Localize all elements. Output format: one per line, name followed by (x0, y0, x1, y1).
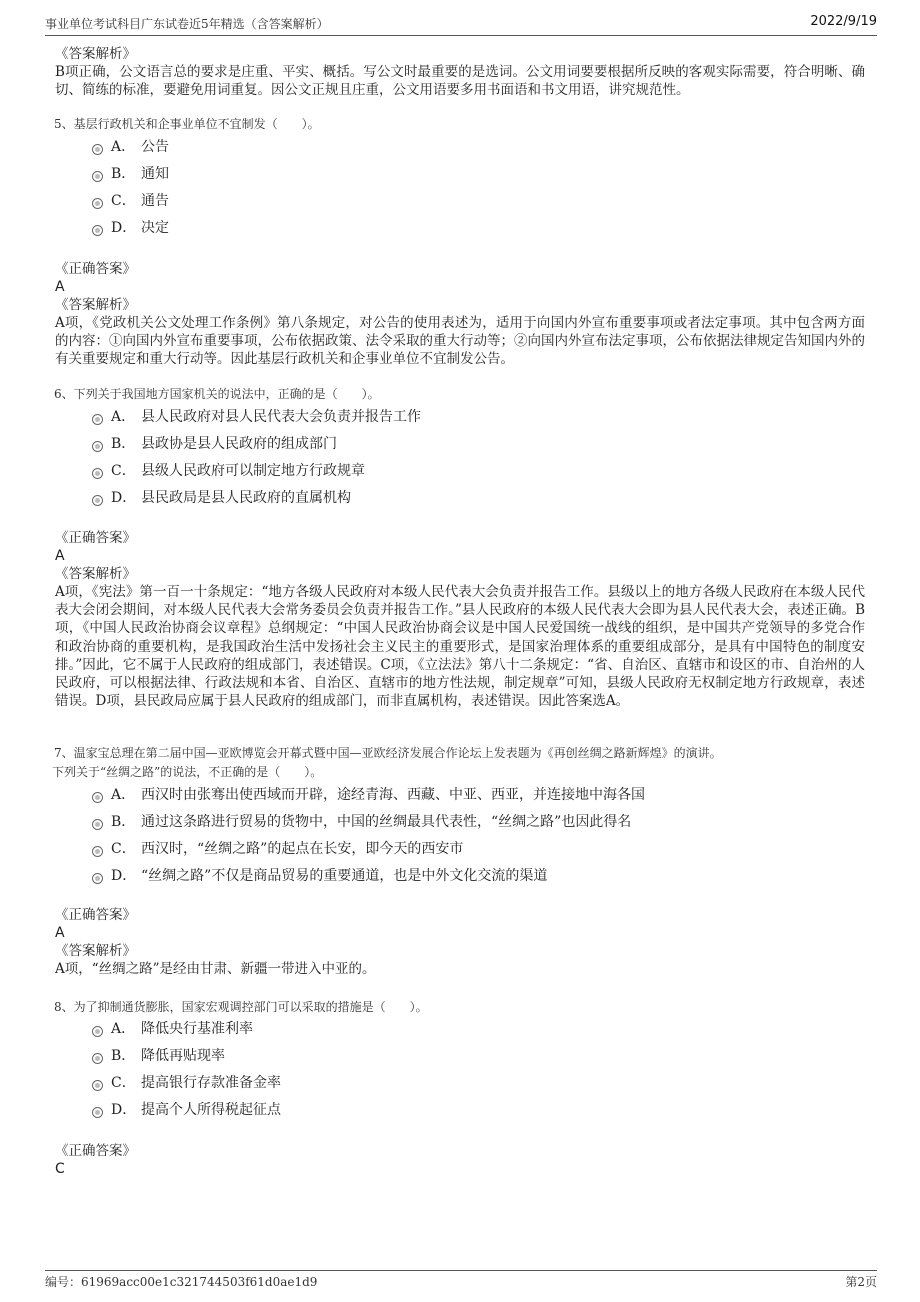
q7-answer-block (55, 906, 865, 978)
q4-analysis-block (55, 45, 865, 99)
q5-option-a[interactable]: A． 公告 (92, 136, 169, 156)
q6-option-a[interactable]: A． 县人民政府对县人民代表大会负责并报告工作 (92, 406, 421, 426)
analysis-text: B项正确，公文语言总的要求是庄重、平实、概括。写公文时最重要的是选词。公文用词要要根据所反映的客观实际需要，符合明晰、确切、简练的标准，要避免用词重复。因公文正规且庄重，公文用语要多用书面语和书文用语，讲究规范性。 (55, 64, 865, 99)
question-6-stem: 6、下列关于我国地方国家机关的说法中，正确的是（ ）。 (54, 387, 380, 401)
document-code: 编号：61969acc00e1c321744503f61d0ae1d9 (45, 1275, 318, 1289)
radio-icon[interactable] (92, 414, 103, 425)
analysis-text: A项，《宪法》第一百一十条规定：“地方各级人民政府对本级人民代表大会负责并报告工作。县级以上的地方各级人民政府在本级人民代表大会闭会期间，对本级人民代表大会常务委员会负责并报告工作。”县人民政府的本级人民代表大会即为县人民代表大会，表述正确。B项，《中国人民政治协商会议章程》总纲规定：“中国人民政治协商会议是中国人民爱国统一战线的组织，是中国共产党领导的多党合作和政治协商的重要机构，是我国政治生活中发扬社会主义民主的重要形式，是国家治理体系的重要组成部分，是具有中国特色的制度安排。”因此，它不属于人民政府的组成部门，表述错误。C项，《立法法》第八十二条规定：“省、自治区、直辖市和设区的市、自治州的人民政府，可以根据法律、行政法规和本省、自治区、直辖市的地方性法规，制定规章”可知，县级人民政府无权制定地方行政规章，表述错误。D项，县民政局应属于县人民政府的组成部门，而非直属机构，表述错误。因此答案选A。 (55, 584, 865, 710)
correct-answer: A (55, 548, 65, 564)
q5-answer-block (55, 260, 865, 369)
q8-option-a[interactable]: A． 降低央行基准利率 (92, 1018, 253, 1038)
radio-icon[interactable] (92, 441, 103, 452)
correct-answer-label: 《正确答案》 (55, 530, 136, 546)
radio-icon[interactable] (92, 198, 103, 209)
q6-option-b[interactable]: B． 县政协是县人民政府的组成部门 (92, 433, 337, 453)
q7-option-c[interactable]: C． 西汉时，“丝绸之路”的起点在长安，即今天的西安市 (92, 838, 463, 858)
q6-answer-block (55, 529, 865, 710)
q8-option-d[interactable]: D． 提高个人所得税起征点 (92, 1099, 281, 1119)
radio-icon[interactable] (92, 468, 103, 479)
radio-icon[interactable] (92, 792, 103, 803)
document-title: 事业单位考试科目广东试卷近5年精选（含答案解析） (45, 17, 329, 31)
question-8-stem: 8、为了抑制通货膨胀，国家宏观调控部门可以采取的措施是（ ）。 (54, 1000, 428, 1014)
radio-icon[interactable] (92, 171, 103, 182)
radio-icon[interactable] (92, 819, 103, 830)
analysis-label: 《答案解析》 (55, 46, 136, 62)
radio-icon[interactable] (92, 1080, 103, 1091)
page-header (45, 9, 877, 36)
page-number: 第2页 (845, 1275, 877, 1289)
q5-option-d[interactable]: D． 决定 (92, 217, 169, 237)
radio-icon[interactable] (92, 1026, 103, 1037)
question-7-stem (54, 744, 874, 762)
question-7-stem-line2: 下列关于“丝绸之路”的说法，不正确的是（ ）。 (52, 765, 323, 779)
q5-option-c[interactable]: C． 通告 (92, 190, 169, 210)
radio-icon[interactable] (92, 144, 103, 155)
radio-icon[interactable] (92, 846, 103, 857)
radio-icon[interactable] (92, 873, 103, 884)
q7-option-d[interactable]: D． “丝绸之路”不仅是商品贸易的重要通道，也是中外文化交流的渠道 (92, 865, 547, 885)
radio-icon[interactable] (92, 1107, 103, 1118)
q8-option-b[interactable]: B． 降低再贴现率 (92, 1045, 225, 1065)
q6-option-c[interactable]: C． 县级人民政府可以制定地方行政规章 (92, 460, 365, 480)
analysis-label: 《答案解析》 (55, 566, 136, 582)
q8-option-c[interactable]: C． 提高银行存款准备金率 (92, 1072, 281, 1092)
analysis-label: 《答案解析》 (55, 943, 136, 959)
analysis-text: A项，《党政机关公文处理工作条例》第八条规定，对公告的使用表述为，适用于向国内外宣布重要事项或者法定事项。其中包含两方面的内容：①向国内外宣布重要事项，公布依据政策、法令采取的重大行动等；②向国内外宣布法定事项，公布依据法律规定告知国内外的有关重要规定和重大行动等。因此基层行政机关和企事业单位不宜制发公告。 (55, 315, 865, 368)
question-5-stem: 5、基层行政机关和企事业单位不宜制发（ ）。 (54, 117, 320, 131)
correct-answer: A (55, 279, 65, 295)
analysis-text: A项，“丝绸之路”是经由甘肃、新疆一带进入中亚的。 (55, 961, 376, 977)
document-date: 2022/9/19 (810, 14, 877, 29)
q7-option-b[interactable]: B． 通过这条路进行贸易的货物中，中国的丝绸最具代表性，“丝绸之路”也因此得名 (92, 811, 631, 831)
correct-answer-label: 《正确答案》 (55, 1143, 136, 1159)
radio-icon[interactable] (92, 225, 103, 236)
correct-answer: C (55, 1161, 65, 1177)
correct-answer-label: 《正确答案》 (55, 261, 136, 277)
q6-option-d[interactable]: D． 县民政局是县人民政府的直属机构 (92, 487, 351, 507)
question-7-stem-line1: 7、温家宝总理在第二届中国—亚欧博览会开幕式暨中国—亚欧经济发展合作论坛上发表题为《再创丝绸之路新辉煌》的演讲。 (54, 746, 722, 760)
correct-answer-label: 《正确答案》 (55, 907, 136, 923)
page-footer (45, 1270, 877, 1295)
q8-answer-block (55, 1142, 865, 1178)
q5-option-b[interactable]: B． 通知 (92, 163, 169, 183)
radio-icon[interactable] (92, 1053, 103, 1064)
radio-icon[interactable] (92, 495, 103, 506)
q7-option-a[interactable]: A． 西汉时由张骞出使西域而开辟，途经青海、西藏、中亚、西亚，并连接地中海各国 (92, 784, 645, 804)
correct-answer: A (55, 925, 65, 941)
analysis-label: 《答案解析》 (55, 297, 136, 313)
